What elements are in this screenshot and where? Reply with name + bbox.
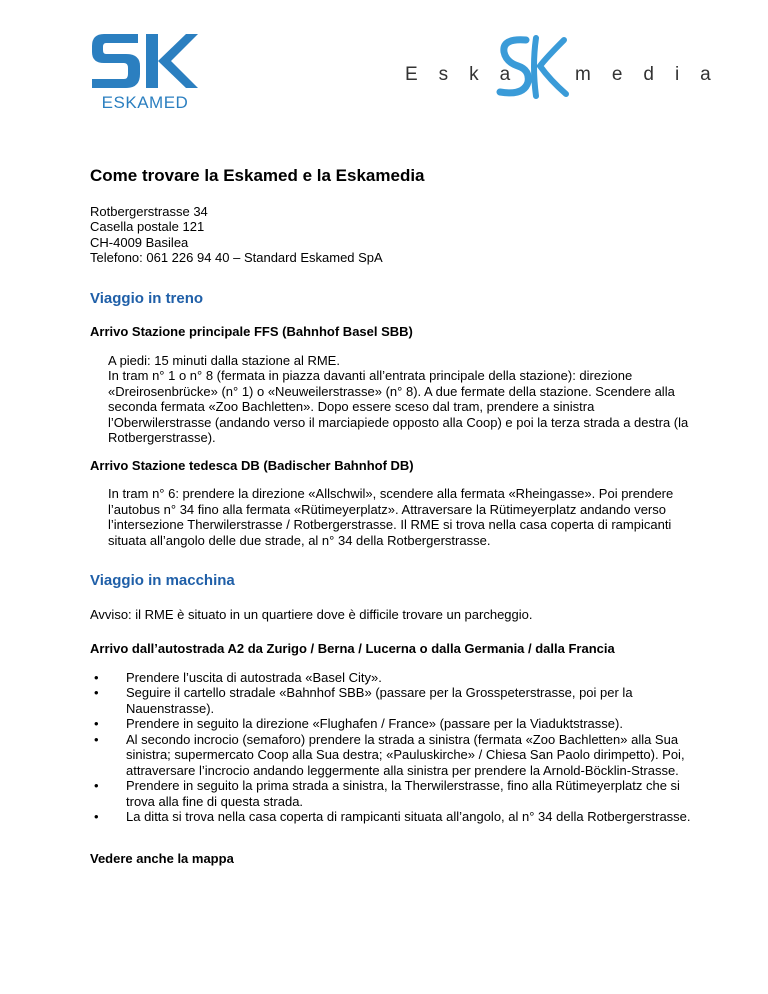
address-po-box: Casella postale 121	[90, 219, 205, 234]
eskamedia-logo-left-text: Eska	[405, 64, 532, 85]
sk-monogram-icon	[90, 30, 200, 92]
see-map-link[interactable]: Vedere anche la mappa	[90, 850, 234, 866]
parking-notice: Avviso: il RME è situato in un quartiere dove è difficile trovare un parcheggio.	[90, 606, 533, 622]
bullet-icon: •	[94, 716, 99, 731]
eskamed-logo-text: ESKAMED	[101, 93, 189, 112]
db-directions	[108, 486, 700, 548]
bullet-icon: •	[94, 731, 99, 747]
address-phone: Telefono: 061 226 94 40 – Standard Eskamed SpA	[90, 250, 383, 265]
sbb-walk-text: A piedi: 15 minuti dalla stazione al RME.	[108, 352, 340, 368]
bullet-icon: •	[94, 685, 99, 700]
step-text: Seguire il cartello stradale «Bahnhof SBB» (passare per la Grosspeterstrasse, poi per la Nauenstrasse).	[126, 685, 633, 716]
address-block	[90, 204, 700, 266]
driving-steps-list	[90, 670, 700, 825]
db-arrival-heading: Arrivo Stazione tedesca DB (Badischer Bahnhof DB)	[90, 457, 414, 473]
address-city: CH-4009 Basilea	[90, 234, 189, 250]
eskamed-logo	[90, 30, 200, 115]
sbb-arrival-heading: Arrivo Stazione principale FFS (Bahnhof Basel SBB)	[90, 324, 413, 339]
bullet-icon: •	[94, 809, 99, 824]
step-text: Prendere l’uscita di autostrada «Basel City».	[126, 669, 382, 685]
list-item	[90, 809, 700, 825]
motorway-arrival-heading: Arrivo dall’autostrada A2 da Zurigo / Berna / Lucerna o dalla Germania / dalla Francia	[90, 641, 615, 656]
eskamedia-logo-right-text: media	[575, 64, 732, 85]
step-text: Al secondo incrocio (semaforo) prendere la strada a sinistra (fermata «Zoo Bachletten» alla Sua sinistra; supermercato Coop alla Sua destra; «Pauluskirche» / Chiesa San Paolo dirimpetto). Poi, attraversare l’incrocio andando leggermente alla sinistra per prendere la Arnold-Böcklin-Strasse.	[126, 731, 685, 778]
eskamedia-logo	[400, 32, 732, 102]
sbb-tram-text: In tram n° 1 o n° 8 (fermata in piazza davanti all’entrata principale della stazione): direzione «Dreirosenbrücke» (n° 1) o «Neuweilerstrasse» (n° 8). A due fermate della stazione. Scendere alla seconda fermata «Zoo Bachletten». Dopo essere sceso dal tram, prendere a sinistra l’Oberwilerstrasse (andando verso il marciapiede opposto alla Coop) e poi la terza strada a destra (la Rotbergerstrasse).	[108, 368, 689, 445]
car-section-heading: Viaggio in macchina	[90, 572, 235, 589]
step-text: La ditta si trova nella casa coperta di rampicanti situata all’angolo, al n° 34 della Rotbergerstrasse.	[126, 809, 691, 824]
address-street: Rotbergerstrasse 34	[90, 203, 208, 219]
list-item	[90, 732, 700, 779]
document-body	[90, 168, 700, 866]
step-text: Prendere in seguito la prima strada a sinistra, la Therwilerstrasse, fino alla Rütimeyerplatz che si trova alla fine di questa strada.	[126, 778, 680, 809]
step-text: Prendere in seguito la direzione «Flughafen / France» (passare per la Viaduktstrasse).	[126, 716, 623, 731]
bullet-icon: •	[94, 669, 99, 685]
bullet-icon: •	[94, 778, 99, 793]
train-section-heading: Viaggio in treno	[90, 289, 204, 307]
sbb-directions	[108, 353, 700, 446]
list-item	[90, 670, 700, 686]
sk-swoosh-icon	[492, 32, 572, 102]
list-item	[90, 778, 700, 809]
db-tram-text: In tram n° 6: prendere la direzione «Allschwil», scendere alla fermata «Rheingasse». Poi prendere l’autobus n° 34 fino alla fermata «Rütimeyerplatz». Attraversare la Rütimeyerplatz andando verso l’intersezione Therwilerstrasse / Rotbergerstrasse. Il RME si trova nella casa coperta di rampicanti situata all’angolo delle due strade, al n° 34 della Rotbergerstrasse.	[108, 486, 674, 548]
list-item	[90, 685, 700, 716]
list-item	[90, 716, 700, 732]
page-title: Come trovare la Eskamed e la Eskamedia	[90, 166, 425, 185]
